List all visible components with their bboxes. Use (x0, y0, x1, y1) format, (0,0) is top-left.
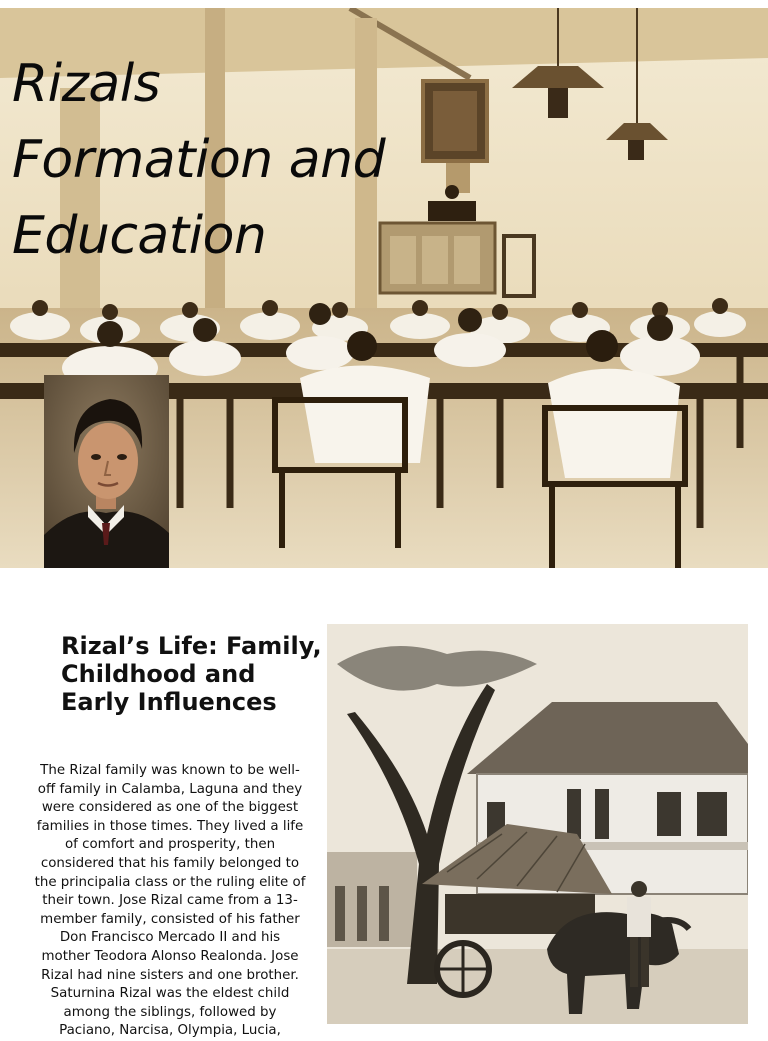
calamba-house-photo-icon (327, 624, 748, 1024)
page-title (12, 46, 385, 274)
article-body: The Rizal family was known to be well-off family in Calamba, Laguna and they were considered as one of the biggest families in those times. They lived a life of comfort and prosperity, then considered that his family belonged to the principalia class or the ruling elite of their town. Jose Rizal came from a 13-member family, consisted of his father Don Francisco Mercado II and his mother Teodora Alonso Realonda. Jose Rizal had nine sisters and one brother. Saturnina Rizal was the eldest child among the siblings, followed by Paciano, Narcisa, Olympia, Lucia, (34, 763, 306, 1039)
article-heading: Rizal’s Life: Family, Childhood and Early Influences (61, 632, 322, 716)
jose-rizal-portrait (44, 375, 169, 568)
portrait-icon (44, 375, 169, 568)
title-line: Rizals (12, 54, 161, 114)
title-line: Formation and (12, 130, 386, 190)
street-photo (327, 624, 748, 1024)
title-line: Education (12, 206, 267, 266)
